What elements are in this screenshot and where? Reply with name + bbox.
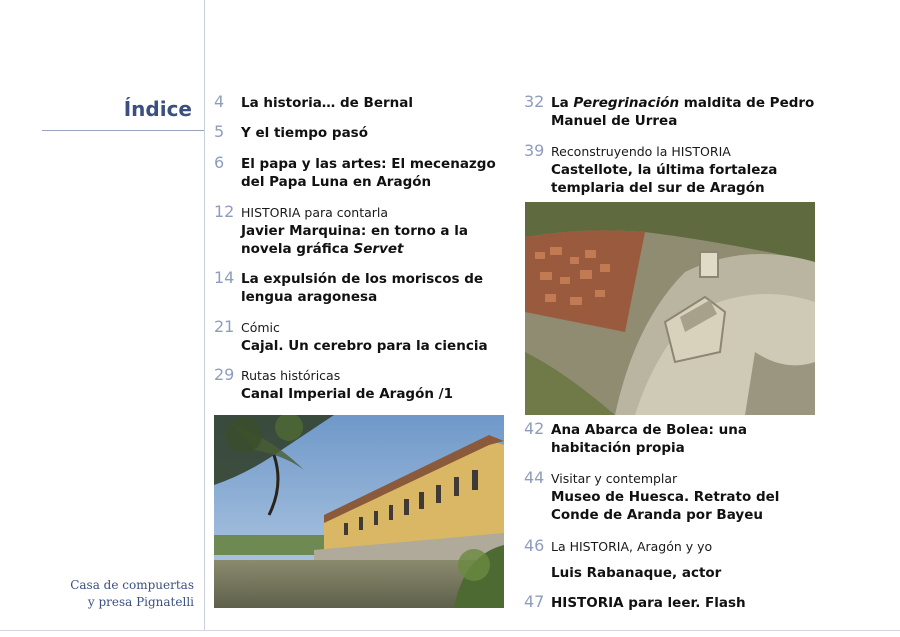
toc-heading-italic: Servet (353, 241, 404, 257)
toc-kicker: Cómic (241, 320, 280, 335)
castellote-aerial-photo (525, 202, 815, 415)
page-title: Índice (123, 97, 192, 121)
toc-heading: La Peregrinación maldita de Pedro Manuel de Urrea (551, 95, 815, 129)
toc-heading: Cajal. Un cerebro para la ciencia (241, 338, 488, 354)
toc-page-number: 6 (214, 153, 225, 172)
toc-heading: Luis Rabanaque, actor (551, 565, 722, 581)
photo-caption: Casa de compuertas y presa Pignatelli (70, 578, 194, 609)
toc-kicker: Reconstruyendo la HISTORIA (551, 144, 731, 159)
toc-kicker: La HISTORIA, Aragón y yo (551, 539, 713, 554)
toc-heading: Y el tiempo pasó (241, 125, 368, 141)
canal-photo-illustration (214, 415, 504, 608)
toc-heading: La historia… de Bernal (241, 95, 413, 111)
toc-heading: Ana Abarca de Bolea: una habitación propia (551, 422, 747, 456)
toc-page-number: 29 (214, 365, 235, 384)
toc-page-number: 47 (524, 592, 545, 611)
toc-page-number: 39 (524, 141, 545, 160)
toc-page-number: 44 (524, 468, 545, 487)
toc-heading-italic: Peregrinación (573, 95, 680, 111)
toc-heading: Museo de Huesca. Retrato del Conde de Aranda por Bayeu (551, 489, 780, 523)
toc-page-number: 42 (524, 419, 545, 438)
canal-imperial-photo (214, 415, 504, 608)
toc-heading: Castellote, la última fortaleza templaria del sur de Aragón (551, 162, 778, 196)
column-divider (204, 0, 205, 630)
toc-kicker: HISTORIA para contarla (241, 205, 389, 220)
toc-page-number: 32 (524, 92, 545, 111)
toc-page-number: 5 (214, 122, 225, 141)
toc-heading: Canal Imperial de Aragón /1 (241, 386, 454, 402)
castellote-photo-illustration (525, 202, 815, 415)
toc-page-number: 4 (214, 92, 225, 111)
toc-kicker: Visitar y contemplar (551, 471, 678, 486)
toc-heading: Javier Marquina: en torno a la novela gráfica Servet (241, 223, 468, 257)
toc-page-number: 21 (214, 317, 235, 336)
title-rule (42, 130, 204, 131)
toc-kicker: Rutas históricas (241, 368, 341, 383)
toc-page-number: 14 (214, 268, 235, 287)
toc-page-number: 12 (214, 202, 235, 221)
toc-page-number: 46 (524, 536, 545, 555)
toc-heading: HISTORIA para leer. Flash (551, 595, 746, 611)
page-bottom-rule (0, 630, 900, 631)
toc-heading: La expulsión de los moriscos de lengua aragonesa (241, 271, 484, 305)
toc-heading: El papa y las artes: El mecenazgo del Papa Luna en Aragón (241, 156, 496, 190)
